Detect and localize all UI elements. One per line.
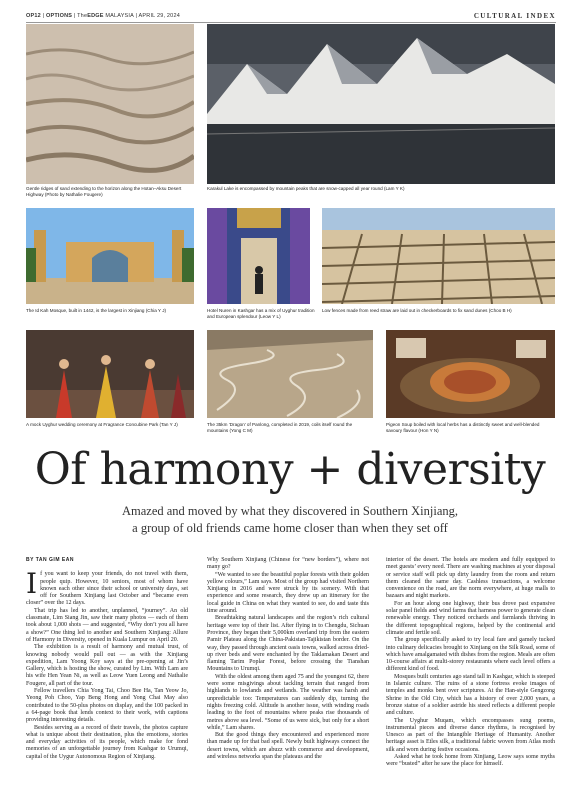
issue-date: APRIL 29, 2024 — [138, 13, 180, 19]
section-name: OPTIONS — [45, 13, 73, 19]
photo-pigeon-soup — [386, 330, 555, 418]
byline: BY TAN GIM EAN — [26, 557, 74, 563]
paragraph: Why Southern Xinjiang (Chinese for “new borders”), where not many go? — [207, 557, 369, 571]
article-column-2 — [207, 557, 369, 761]
article-subtitle-line-1: Amazed and moved by what they discovered in Southern Xinjiang, — [121, 504, 459, 518]
paragraph: Mosques built centuries ago stand tall in Kashgar, which is steeped in Islamic culture. The ruins of a stone fortress evoke images of temples and monks bent over scriptures. At the Han-style Gengzong Shrine in the Old City, which has a history of over 2,000 years, a bronze statue of a soldier astride his steed reflects a different people and culture. — [386, 673, 555, 717]
photo-id-kah-mosque — [26, 208, 194, 304]
brand-edge: EDGE — [87, 13, 104, 19]
brand-malaysia: MALAYSIA — [103, 13, 134, 19]
paragraph: Breathtaking natural landscapes and the region’s rich cultural heritage were top of their list. After flying in to Chengdu, Sichuan Province, they began their 5,000km overland trip from the eastern Pamir Plateau along the China-Pakistan-Tajikistan border. On the way, they passed through ancient oasis towns, walked across dried-up river beds and were enchanted by the Taklamakan Desert and flaming Tarim Poplar Forest, before crossing the Tianshan Mountains to Urumqi. — [207, 615, 369, 673]
paragraph: The exhibition is a result of harmony and mutual trust, of knowing nobody would pull out — as with the Xinjiang expedition, Lam Yoong Koy says at the pre-opening at Jin’s Gallery, which is hosting the show, curated by Lim. With Lam are his wife Hen Yean Ni, as well as Leow Yuen Leong and Nathalie Fougere, all part of the tour. — [26, 644, 188, 687]
paragraph: If you want to keep your friends, do not travel with them, people quip. However, 10 seniors, most of whom have known each other since their school or university days, set off for Southern Xinjiang last October and “became even closer” over the 12 days. — [26, 567, 188, 607]
article-column-3 — [386, 557, 555, 769]
caption-panlong-road: The 35km ‘Dragon’ of Panlong, completed in 2019, coils itself round the mountains (Yong C M) — [207, 422, 353, 433]
header-rule — [26, 22, 556, 23]
paragraph: “We wanted to see the beautiful poplar forests with their golden yellow colours,” Lam says. Most of the group had visited Northern Xinjiang in 2016 and were struck by its scenery. With that experience and some research, they drew up an itinerary for the local guide in China on what they wanted to see, do and taste this time around. — [207, 571, 369, 615]
photo-karakul-lake — [207, 24, 555, 184]
brand-the: The — [77, 13, 88, 19]
paragraph: Asked what he took home from Xinjiang, Leow says some myths were “busted” after he saw the place for himself. — [386, 754, 555, 768]
article-title: Of harmony + diversity — [34, 444, 546, 495]
paragraph: That trip has led to another, unplanned, “journey”. An old classmate, Lim Siang Jin, saw their many photos — each of them took about 1,000 shots — and suggested, “Why don’t you all have a show?” One thing led to another and Southern Xinjiang: Allure of Harmony in Diversity, opened in Kuala Lumpur on April 20. — [26, 607, 188, 643]
photo-hotel-nuren — [207, 208, 310, 304]
caption-desert-ridges: Gentle ridges of sand extending to the horizon along the Hotan–Aksu Desert Highway (Photo by Nathalie Fougere) — [26, 186, 182, 197]
caption-mock-wedding: A mock Uyghur wedding ceremony at Fragrance Concubine Park (Tan Y J) — [26, 422, 178, 427]
article-column-1 — [26, 557, 188, 761]
drop-cap: I — [26, 567, 38, 601]
paragraph: For an hour along one highway, their bus drove past expansive solar panel fields and wind farms that harness power to generate clean renewable energy. They noticed orchards and farmlands thriving in the different topographical regions, helped by the continental arid climate and fertile soil. — [386, 600, 555, 636]
page-header — [26, 10, 556, 22]
paragraph: The Uyghur Muqam, which encompasses sung poems, instrumental pieces and diverse dance rhythms, is recognised by Unesco as part of the Intangible Heritage of Humanity. Another heritage asset is Etles silk, a traditional fabric woven from Atlas moth silk and worn during festive occasions. — [386, 717, 555, 753]
page-number: OP12 — [26, 13, 41, 19]
caption-hotel-nuren: Hotel Nuren in Kashgar has a mix of Uyghur tradition and European splendour (Leow Y L) — [207, 308, 315, 319]
paragraph: Fellow travellers Chia Yong Tai, Choo Bee Ha, Tan Yeow Jo, Yeong Poh Choo, Yap Beng Hong and Yong Chai May also contributed to the 50-plus photos on display, and the 100 packed in a 64-page book that lends context to their work, with captions providing interesting details. — [26, 688, 188, 724]
paragraph: The group specifically asked to try local fare and gamely tucked into culinary delicacies brought to Xinjiang on the Silk Road, some of which have amalgamated with dishes from the region. Meals are often 10-course affairs at multi-storey restaurants where each level offers a different kind of food. — [386, 637, 555, 673]
paragraph: But the good things they encountered and experienced more than made up for that bad spell. Newly built highways connect the desert towns, which are abuzz with commerce and development, and wireless networks span the plateaus and the — [207, 732, 369, 761]
photo-reed-fences — [322, 208, 555, 304]
paragraph: Besides serving as a record of their travels, the photos capture what is unique about their destination, plus the emotions, stories and everyday activities of its people, which make for fond memories of an unforgettable journey from Kashgar to Urumqi, capital of the Uygur Autonomous Region of Xinjiang. — [26, 724, 188, 760]
category-label: CULTURAL INDEX — [473, 12, 556, 20]
photo-desert-ridges — [26, 24, 194, 184]
article-subtitle-line-2: a group of old friends came home closer than when they set off — [132, 521, 448, 535]
page-info: OP12 | OPTIONS | TheEDGE MALAYSIA | APRIL 29, 2024 — [26, 13, 180, 19]
caption-reed-fences: Low fences made from reed straw are laid out in checkerboards to fix sand dunes (Choo B H) — [322, 308, 512, 313]
photo-mock-wedding — [26, 330, 194, 418]
caption-pigeon-soup: Pigeon Soup boiled with local herbs has a distinctly sweet and well-blended savoury flavour (Hon Y N) — [386, 422, 540, 433]
caption-id-kah-mosque: The Id Kah Mosque, built in 1442, is the largest in Xinjiang (Chia Y J) — [26, 308, 167, 313]
photo-panlong-road — [207, 330, 373, 418]
paragraph: interior of the desert. The hotels are modern and fully equipped to meet guests’ every need. There are washing machines at your disposal or service staff will pick up dirty laundry from the room and return them cleaned the same day. Cashless transactions, a welcome convenience on the road, are the norm everywhere, at huge malls to bazaars and night markets. — [386, 557, 555, 600]
caption-karakul-lake: Karakul Lake is encompassed by mountain peaks that are snow-capped all year round (Lam Y K) — [207, 186, 405, 191]
paragraph: With the oldest among them aged 75 and the youngest 62, there were some misgivings about tackling terrain that ranged from highlands to lowlands and wetlands. The weather was harsh and unpredictable too: Temperatures can suddenly dip, turning the nights freezing cold. Altitude is another issue, with winding roads leading to the foot of mountains where peaks rise thousands of metres above sea level. “Some of us were sick, but only for a short while,” Lam shares. — [207, 673, 369, 731]
